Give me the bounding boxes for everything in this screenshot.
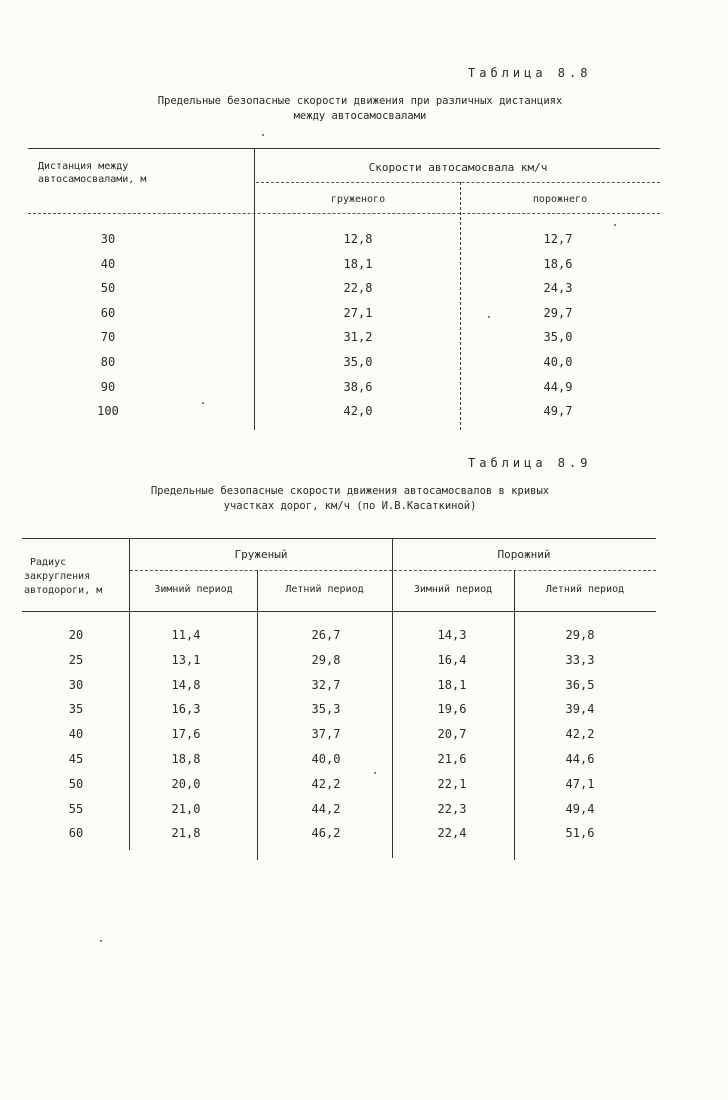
loaded-speed-cell: 38,6	[343, 379, 373, 394]
scan-speck	[488, 316, 490, 318]
empty-winter-cell: 22,3	[437, 801, 467, 816]
column-divider	[257, 570, 258, 860]
empty-summer-cell: 47,1	[565, 776, 595, 791]
empty-summer-cell: 39,4	[565, 702, 595, 717]
radius-cell: 60	[68, 826, 84, 841]
radius-cell: 40	[68, 727, 84, 742]
radius-cell: 45	[68, 752, 84, 766]
empty-speed-cell: 24,3	[543, 281, 573, 296]
empty-summer-cell: 42,2	[565, 727, 595, 742]
scan-speck	[202, 402, 204, 404]
scan-speck	[614, 224, 616, 226]
caption-line: Предельные безопасные скорости движения при различных дистанциях	[157, 95, 563, 107]
distance-cell: 90	[100, 379, 116, 394]
header-loaded: груженого	[330, 194, 386, 205]
header-text: автодороги, м	[24, 585, 103, 596]
loaded-speed-cell: 27,1	[343, 305, 373, 320]
loaded-speed-cell: 42,0	[343, 404, 373, 419]
loaded-summer-cell: 35,3	[311, 702, 341, 717]
header-summer: Летний период	[285, 584, 364, 595]
empty-winter-cell: 22,1	[437, 776, 467, 791]
loaded-summer-cell: 29,8	[311, 652, 341, 667]
empty-winter-cell: 21,6	[437, 752, 467, 766]
scan-speck	[100, 940, 102, 942]
caption-line: Предельные безопасные скорости движения автосамосвалов в кривых	[150, 485, 550, 497]
header-text: Радиус	[30, 557, 67, 568]
loaded-speed-cell: 31,2	[343, 330, 373, 345]
header-text: закругления	[24, 571, 91, 582]
column-divider	[514, 570, 515, 860]
empty-summer-cell: 51,6	[565, 826, 595, 841]
loaded-speed-cell: 18,1	[343, 256, 373, 271]
loaded-summer-cell: 37,7	[311, 727, 341, 742]
header-speed: Скорости автосамосвала км/ч	[368, 161, 548, 174]
table-8-8-label: Таблица 8.8	[468, 66, 592, 80]
empty-speed-cell: 35,0	[543, 330, 573, 345]
header-winter: Зимний период	[413, 584, 493, 595]
radius-cell: 35	[68, 702, 84, 717]
loaded-winter-cell: 18,8	[171, 752, 201, 766]
radius-cell: 50	[68, 776, 84, 791]
header-text: автосамосвалами, м	[38, 174, 147, 185]
distance-cell: 100	[97, 404, 119, 419]
radius-cell: 20	[68, 628, 84, 642]
loaded-speed-cell: 22,8	[343, 281, 373, 296]
header-divider	[130, 570, 656, 571]
empty-speed-cell: 29,7	[543, 305, 573, 320]
header-radius	[24, 556, 128, 598]
table-top-rule	[22, 538, 656, 539]
empty-summer-cell: 49,4	[565, 801, 595, 816]
empty-winter-cell: 19,6	[437, 702, 467, 717]
empty-winter-cell: 18,1	[437, 677, 467, 692]
empty-summer-cell: 33,3	[565, 652, 595, 667]
distance-cell: 70	[100, 330, 116, 345]
loaded-winter-cell: 21,8	[171, 826, 201, 841]
loaded-winter-cell: 16,3	[171, 702, 201, 717]
header-empty: порожнего	[532, 194, 588, 205]
empty-winter-cell: 14,3	[437, 628, 467, 642]
distance-cell: 80	[100, 355, 116, 369]
loaded-summer-cell: 42,2	[311, 776, 341, 791]
distance-cell: 30	[100, 232, 116, 246]
distance-cell: 60	[100, 305, 116, 320]
header-winter: Зимний период	[154, 584, 233, 595]
empty-summer-cell: 29,8	[565, 628, 595, 642]
scan-speck	[262, 134, 264, 136]
header-group-loaded: Груженый	[234, 548, 288, 561]
loaded-summer-cell: 32,7	[311, 677, 341, 692]
empty-speed-cell: 18,6	[543, 256, 573, 271]
table-8-9-label: Таблица 8.9	[468, 456, 592, 470]
caption-line: между автосамосвалами	[293, 110, 427, 122]
empty-winter-cell: 16,4	[437, 652, 467, 667]
loaded-winter-cell: 11,4	[171, 628, 201, 642]
radius-cell: 55	[68, 801, 84, 816]
radius-cell: 25	[68, 652, 84, 667]
loaded-speed-cell: 35,0	[343, 355, 373, 369]
radius-cell: 30	[68, 677, 84, 692]
loaded-winter-cell: 17,6	[171, 727, 201, 742]
empty-speed-cell: 49,7	[543, 404, 573, 419]
loaded-winter-cell: 13,1	[171, 652, 201, 667]
loaded-speed-cell: 12,8	[343, 232, 373, 246]
loaded-winter-cell: 14,8	[171, 677, 201, 692]
header-text: Дистанция между	[38, 161, 129, 172]
empty-speed-cell: 40,0	[543, 355, 573, 369]
empty-winter-cell: 20,7	[437, 727, 467, 742]
distance-cell: 50	[100, 281, 116, 296]
empty-summer-cell: 44,6	[565, 752, 595, 766]
header-group-empty: Порожний	[497, 548, 551, 561]
loaded-winter-cell: 21,0	[171, 801, 201, 816]
loaded-summer-cell: 26,7	[311, 628, 341, 642]
loaded-summer-cell: 44,2	[311, 801, 341, 816]
loaded-winter-cell: 20,0	[171, 776, 201, 791]
distance-cell: 40	[100, 256, 116, 271]
empty-speed-cell: 12,7	[543, 232, 573, 246]
loaded-summer-cell: 46,2	[311, 826, 341, 841]
empty-speed-cell: 44,9	[543, 379, 573, 394]
loaded-summer-cell: 40,0	[311, 752, 341, 766]
empty-summer-cell: 36,5	[565, 677, 595, 692]
header-summer: Летний период	[545, 584, 625, 595]
header-bottom-rule	[22, 611, 656, 612]
caption-line: участках дорог, км/ч (по И.В.Каcаткиной)	[223, 500, 477, 512]
empty-winter-cell: 22,4	[437, 826, 467, 841]
scan-speck	[374, 772, 376, 774]
